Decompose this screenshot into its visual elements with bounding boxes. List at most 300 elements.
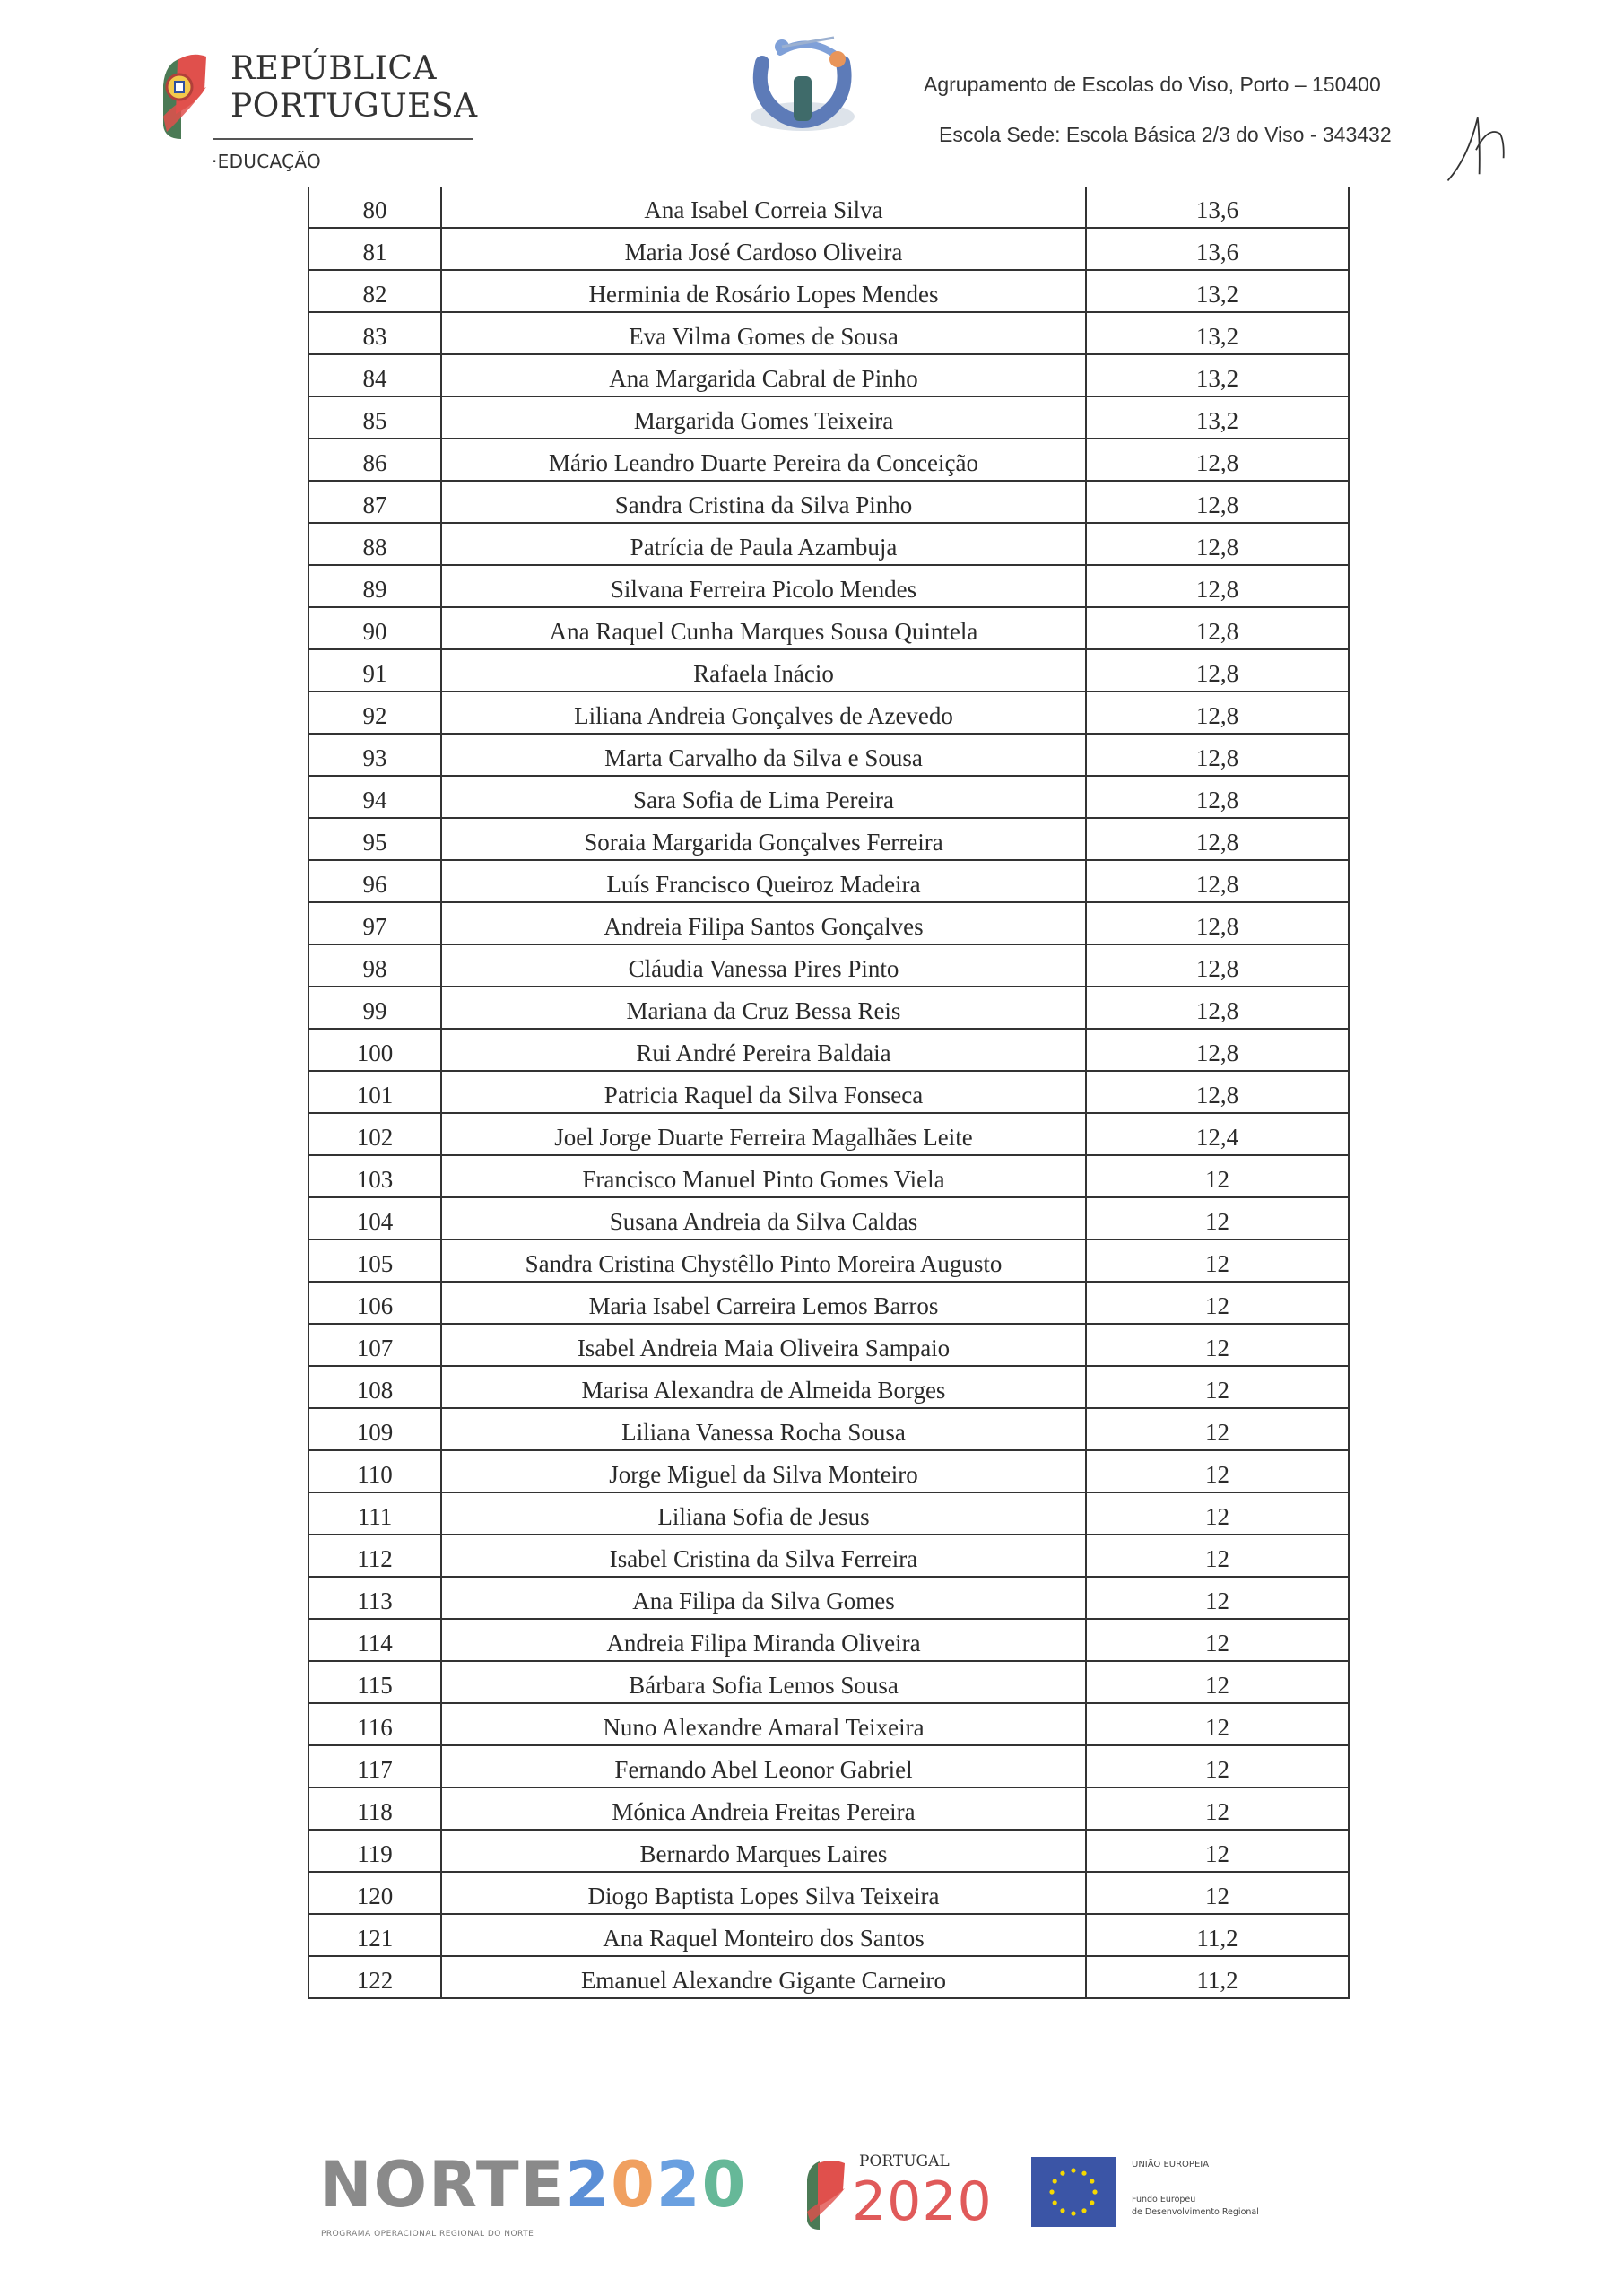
table-row xyxy=(308,271,1350,313)
row-number-text: 110 xyxy=(357,1460,393,1488)
candidate-score-text: 12 xyxy=(1205,1334,1229,1361)
table-row xyxy=(308,861,1350,903)
table-row xyxy=(308,819,1350,861)
candidate-name xyxy=(440,945,1085,986)
candidate-score-text: 11,2 xyxy=(1196,1966,1238,1994)
candidate-name xyxy=(440,1788,1085,1829)
row-number-text: 108 xyxy=(356,1376,394,1404)
candidate-score xyxy=(1085,313,1350,353)
eu-star-icon xyxy=(1092,2189,1097,2194)
candidate-name xyxy=(440,987,1085,1028)
row-number-text: 107 xyxy=(356,1334,394,1361)
candidate-score xyxy=(1085,482,1350,522)
candidate-name-text: Rui André Pereira Baldaia xyxy=(636,1039,891,1066)
candidate-name-text: Maria Isabel Carreira Lemos Barros xyxy=(588,1292,939,1319)
row-number-text: 94 xyxy=(362,786,387,813)
row-number-text: 106 xyxy=(356,1292,394,1319)
row-number xyxy=(308,1915,440,1955)
row-number xyxy=(308,566,440,606)
table-row xyxy=(308,1030,1350,1072)
candidate-name xyxy=(440,1662,1085,1702)
table-row xyxy=(308,1873,1350,1915)
candidate-score xyxy=(1085,1704,1350,1744)
candidate-score-text: 12 xyxy=(1205,1882,1229,1909)
row-number xyxy=(308,439,440,480)
row-number xyxy=(308,1493,440,1534)
row-number-text: 102 xyxy=(356,1123,394,1151)
candidate-name xyxy=(440,355,1085,396)
candidate-score-text: 13,2 xyxy=(1195,406,1239,434)
candidate-score xyxy=(1085,735,1350,775)
row-number xyxy=(308,313,440,353)
row-number-text: 104 xyxy=(356,1207,394,1235)
candidate-name-text: Luís Francisco Queiroz Madeira xyxy=(606,870,921,898)
table-row xyxy=(308,1957,1350,1999)
row-number-text: 117 xyxy=(357,1755,393,1783)
norte-word: NORTE xyxy=(319,2148,566,2222)
row-number-text: 109 xyxy=(356,1418,394,1446)
candidate-name xyxy=(440,1746,1085,1787)
row-number xyxy=(308,355,440,396)
row-number-text: 85 xyxy=(362,406,387,434)
candidate-name xyxy=(440,187,1085,227)
candidate-score-text: 12 xyxy=(1205,1292,1229,1319)
row-number-text: 92 xyxy=(362,701,387,729)
eu-star-icon xyxy=(1053,2200,1057,2205)
candidate-name-text: Bárbara Sofia Lemos Sousa xyxy=(629,1671,899,1699)
candidate-score-text: 12 xyxy=(1205,1207,1229,1235)
candidate-name xyxy=(440,1156,1085,1196)
candidate-score xyxy=(1085,439,1350,480)
row-number xyxy=(308,397,440,438)
candidate-name-text: Bernardo Marques Laires xyxy=(639,1839,888,1867)
table-row xyxy=(308,1240,1350,1283)
table-row xyxy=(308,524,1350,566)
candidate-name-text: Sandra Cristina Chystêllo Pinto Moreira Augusto xyxy=(525,1249,1003,1277)
row-number-text: 115 xyxy=(357,1671,393,1699)
table-row xyxy=(308,1788,1350,1831)
row-number-text: 82 xyxy=(362,280,387,308)
candidate-name xyxy=(440,819,1085,859)
candidate-score-text: 12,8 xyxy=(1195,996,1239,1024)
row-number-text: 112 xyxy=(357,1544,393,1572)
candidate-name xyxy=(440,1957,1085,1997)
candidate-name xyxy=(440,903,1085,944)
candidate-score xyxy=(1085,819,1350,859)
ranking-table xyxy=(308,187,1350,1999)
row-number xyxy=(308,1662,440,1702)
candidate-score-text: 12 xyxy=(1205,1502,1229,1530)
candidate-score xyxy=(1085,1873,1350,1913)
candidate-name-text: Andreia Filipa Santos Gonçalves xyxy=(604,912,924,940)
row-number-text: 101 xyxy=(356,1081,394,1109)
row-number-text: 80 xyxy=(362,196,387,223)
row-number xyxy=(308,229,440,269)
handwritten-initial-signature xyxy=(1444,108,1524,188)
table-row xyxy=(308,1831,1350,1873)
candidate-name xyxy=(440,482,1085,522)
candidate-score-text: 13,2 xyxy=(1195,322,1239,350)
table-row xyxy=(308,1156,1350,1198)
candidate-score-text: 13,2 xyxy=(1195,280,1239,308)
candidate-score-text: 13,6 xyxy=(1195,196,1239,223)
candidate-score xyxy=(1085,1535,1350,1576)
row-number-text: 84 xyxy=(362,364,387,392)
candidate-name-text: Silvana Ferreira Picolo Mendes xyxy=(610,575,917,603)
row-number-text: 114 xyxy=(357,1629,393,1657)
row-number xyxy=(308,903,440,944)
candidate-score-text: 12,4 xyxy=(1195,1123,1239,1151)
row-number xyxy=(308,1367,440,1407)
row-number-text: 113 xyxy=(357,1587,393,1614)
row-number xyxy=(308,271,440,311)
candidate-score xyxy=(1085,1493,1350,1534)
eu-fund-line1: Fundo Europeu xyxy=(1132,2195,1196,2205)
eu-flag-icon xyxy=(1031,2157,1116,2227)
candidate-name-text: Andreia Filipa Miranda Oliveira xyxy=(606,1629,921,1657)
portugal2020-label: PORTUGAL xyxy=(859,2152,950,2170)
candidate-name xyxy=(440,271,1085,311)
candidate-score xyxy=(1085,1451,1350,1492)
portugal2020-year: 2020 xyxy=(852,2170,993,2233)
candidate-score xyxy=(1085,987,1350,1028)
candidate-score xyxy=(1085,608,1350,648)
row-number xyxy=(308,1746,440,1787)
candidate-name-text: Maria José Cardoso Oliveira xyxy=(624,238,903,265)
table-row xyxy=(308,1114,1350,1156)
candidate-name-text: Patricia Raquel da Silva Fonseca xyxy=(604,1081,924,1109)
candidate-score-text: 12 xyxy=(1205,1460,1229,1488)
candidate-name-text: Marisa Alexandra de Almeida Borges xyxy=(581,1376,946,1404)
school-group-name: Agrupamento de Escolas do Viso, Porto – 150400 xyxy=(924,73,1381,96)
table-row xyxy=(308,692,1350,735)
candidate-score-text: 12,8 xyxy=(1195,1039,1239,1066)
candidate-name-text: Ana Raquel Monteiro dos Santos xyxy=(603,1924,925,1952)
row-number-text: 87 xyxy=(362,491,387,518)
norte-digit: 0 xyxy=(611,2148,656,2222)
candidate-name xyxy=(440,861,1085,901)
row-number-text: 96 xyxy=(362,870,387,898)
table-row xyxy=(308,650,1350,692)
candidate-name xyxy=(440,1704,1085,1744)
norte-digit: 2 xyxy=(565,2148,612,2222)
eu-fund-line2: de Desenvolvimento Regional xyxy=(1132,2207,1259,2217)
candidate-score xyxy=(1085,566,1350,606)
row-number-text: 121 xyxy=(356,1924,394,1952)
eu-star-icon xyxy=(1071,2211,1075,2215)
candidate-score-text: 12 xyxy=(1205,1587,1229,1614)
table-row xyxy=(308,187,1350,229)
candidate-name-text: Ana Isabel Correia Silva xyxy=(644,196,883,223)
eu-star-icon xyxy=(1049,2189,1054,2194)
candidate-score xyxy=(1085,1578,1350,1618)
candidate-score-text: 12,8 xyxy=(1195,617,1239,645)
row-number-text: 97 xyxy=(362,912,387,940)
candidate-score-text: 12 xyxy=(1205,1165,1229,1193)
candidate-score-text: 12 xyxy=(1205,1671,1229,1699)
candidate-name xyxy=(440,1325,1085,1365)
row-number xyxy=(308,945,440,986)
candidate-score xyxy=(1085,692,1350,733)
candidate-name-text: Herminia de Rosário Lopes Mendes xyxy=(588,280,939,308)
candidate-name xyxy=(440,1873,1085,1913)
eu-stars xyxy=(1031,2157,1116,2227)
candidate-score xyxy=(1085,1325,1350,1365)
row-number xyxy=(308,187,440,227)
candidate-score-text: 13,6 xyxy=(1195,238,1239,265)
eu-star-icon xyxy=(1090,2179,1094,2183)
row-number-text: 118 xyxy=(357,1797,393,1825)
candidate-name xyxy=(440,692,1085,733)
candidate-score-text: 12,8 xyxy=(1195,701,1239,729)
table-row xyxy=(308,1072,1350,1114)
candidate-name-text: Sandra Cristina da Silva Pinho xyxy=(614,491,913,518)
row-number-text: 120 xyxy=(356,1882,394,1909)
table-row xyxy=(308,1367,1350,1409)
row-number-text: 99 xyxy=(362,996,387,1024)
candidate-score xyxy=(1085,1072,1350,1112)
candidate-score xyxy=(1085,229,1350,269)
candidate-name-text: Nuno Alexandre Amaral Teixeira xyxy=(603,1713,925,1741)
candidate-score-text: 12 xyxy=(1205,1629,1229,1657)
table-row xyxy=(308,1493,1350,1535)
candidate-name xyxy=(440,229,1085,269)
row-number xyxy=(308,1114,440,1154)
row-number-text: 100 xyxy=(356,1039,394,1066)
row-number xyxy=(308,524,440,564)
candidate-name-text: Fernando Abel Leonor Gabriel xyxy=(614,1755,913,1783)
candidate-score xyxy=(1085,1788,1350,1829)
candidate-name xyxy=(440,1240,1085,1281)
candidate-name xyxy=(440,1493,1085,1534)
candidate-score-text: 13,2 xyxy=(1195,364,1239,392)
eu-star-icon xyxy=(1060,2208,1064,2213)
candidate-name-text: Mónica Andreia Freitas Pereira xyxy=(612,1797,916,1825)
table-row xyxy=(308,1620,1350,1662)
table-row xyxy=(308,1746,1350,1788)
candidate-score-text: 12,8 xyxy=(1195,954,1239,982)
candidate-name xyxy=(440,524,1085,564)
table-row xyxy=(308,735,1350,777)
candidate-name xyxy=(440,1030,1085,1070)
table-row xyxy=(308,1662,1350,1704)
row-number xyxy=(308,861,440,901)
candidate-name-text: Marta Carvalho da Silva e Sousa xyxy=(604,744,923,771)
candidate-name-text: Patrícia de Paula Azambuja xyxy=(630,533,898,561)
school-logo-icon xyxy=(744,27,861,144)
candidate-name xyxy=(440,1578,1085,1618)
candidate-name xyxy=(440,735,1085,775)
candidate-name xyxy=(440,777,1085,817)
eu-star-icon xyxy=(1060,2171,1064,2176)
candidate-score xyxy=(1085,1283,1350,1323)
table-row xyxy=(308,903,1350,945)
row-number xyxy=(308,1535,440,1576)
candidate-score-text: 12,8 xyxy=(1195,912,1239,940)
candidate-score-text: 12 xyxy=(1205,1249,1229,1277)
candidate-name-text: Liliana Vanessa Rocha Sousa xyxy=(621,1418,906,1446)
candidate-name-text: Rafaela Inácio xyxy=(693,659,834,687)
table-row xyxy=(308,355,1350,397)
candidate-name-text: Eva Vilma Gomes de Sousa xyxy=(629,322,899,350)
table-row xyxy=(308,229,1350,271)
row-number xyxy=(308,735,440,775)
candidate-score-text: 12 xyxy=(1205,1797,1229,1825)
row-number-text: 83 xyxy=(362,322,387,350)
norte-subtitle: PROGRAMA OPERACIONAL REGIONAL DO NORTE xyxy=(321,2230,534,2239)
candidate-score xyxy=(1085,1662,1350,1702)
candidate-score-text: 12,8 xyxy=(1195,575,1239,603)
candidate-name xyxy=(440,1409,1085,1449)
row-number xyxy=(308,482,440,522)
candidate-score-text: 12 xyxy=(1205,1544,1229,1572)
row-number-text: 105 xyxy=(356,1249,394,1277)
table-row xyxy=(308,1198,1350,1240)
candidate-name-text: Margarida Gomes Teixeira xyxy=(633,406,894,434)
row-number-text: 116 xyxy=(357,1713,393,1741)
candidate-score-text: 12,8 xyxy=(1195,1081,1239,1109)
row-number xyxy=(308,1156,440,1196)
row-number xyxy=(308,608,440,648)
row-number-text: 89 xyxy=(362,575,387,603)
candidate-score xyxy=(1085,1409,1350,1449)
candidate-score-text: 12 xyxy=(1205,1418,1229,1446)
candidate-score xyxy=(1085,861,1350,901)
republica-portuguesa-wordmark xyxy=(230,50,478,126)
candidate-score-text: 12 xyxy=(1205,1713,1229,1741)
eu-star-icon xyxy=(1090,2200,1094,2205)
row-number xyxy=(308,1198,440,1239)
candidate-name-text: Ana Raquel Cunha Marques Sousa Quintela xyxy=(549,617,978,645)
candidate-name xyxy=(440,1367,1085,1407)
candidate-name-text: Diogo Baptista Lopes Silva Teixeira xyxy=(587,1882,940,1909)
candidate-name-text: Liliana Andreia Gonçalves de Azevedo xyxy=(574,701,953,729)
row-number-text: 93 xyxy=(362,744,387,771)
candidate-name-text: Jorge Miguel da Silva Monteiro xyxy=(609,1460,918,1488)
candidate-name-text: Susana Andreia da Silva Caldas xyxy=(609,1207,918,1235)
row-number xyxy=(308,692,440,733)
candidate-name-text: Isabel Andreia Maia Oliveira Sampaio xyxy=(577,1334,951,1361)
row-number-text: 90 xyxy=(362,617,387,645)
table-row xyxy=(308,608,1350,650)
candidate-name xyxy=(440,650,1085,691)
row-number-text: 95 xyxy=(362,828,387,856)
row-number xyxy=(308,1578,440,1618)
row-number xyxy=(308,819,440,859)
candidate-score-text: 12,8 xyxy=(1195,533,1239,561)
candidate-name xyxy=(440,1114,1085,1154)
row-number xyxy=(308,1704,440,1744)
row-number xyxy=(308,777,440,817)
candidate-score-text: 12,8 xyxy=(1195,870,1239,898)
row-number-text: 111 xyxy=(357,1502,393,1530)
candidate-name xyxy=(440,608,1085,648)
row-number xyxy=(308,1072,440,1112)
row-number-text: 81 xyxy=(362,238,387,265)
row-number xyxy=(308,1620,440,1660)
table-row xyxy=(308,1535,1350,1578)
candidate-name xyxy=(440,1451,1085,1492)
candidate-score-text: 12,8 xyxy=(1195,744,1239,771)
candidate-name xyxy=(440,566,1085,606)
eu-star-icon xyxy=(1081,2208,1086,2213)
row-number xyxy=(308,1030,440,1070)
candidate-name-text: Cláudia Vanessa Pires Pinto xyxy=(628,954,899,982)
gov-logo-line1: REPÚBLICA xyxy=(230,50,437,87)
table-row xyxy=(308,1409,1350,1451)
eu-star-icon xyxy=(1071,2168,1075,2172)
candidate-score xyxy=(1085,1367,1350,1407)
row-number-text: 86 xyxy=(362,448,387,476)
row-number-text: 88 xyxy=(362,533,387,561)
candidate-score xyxy=(1085,1915,1350,1955)
row-number xyxy=(308,987,440,1028)
candidate-score xyxy=(1085,777,1350,817)
table-row xyxy=(308,945,1350,987)
row-number xyxy=(308,1873,440,1913)
candidate-score-text: 12 xyxy=(1205,1755,1229,1783)
row-number-text: 103 xyxy=(356,1165,394,1193)
republica-portuguesa-emblem xyxy=(156,49,210,144)
ministry-label: ·EDUCAÇÃO xyxy=(212,151,322,172)
candidate-name-text: Liliana Sofia de Jesus xyxy=(657,1502,870,1530)
table-row xyxy=(308,987,1350,1030)
candidate-score xyxy=(1085,1957,1350,1997)
candidate-name xyxy=(440,313,1085,353)
candidate-name-text: Mariana da Cruz Bessa Reis xyxy=(626,996,901,1024)
candidate-name-text: Mário Leandro Duarte Pereira da Conceição xyxy=(548,448,979,476)
candidate-name xyxy=(440,1831,1085,1871)
candidate-score xyxy=(1085,355,1350,396)
candidate-score-text: 12,8 xyxy=(1195,448,1239,476)
table-row xyxy=(308,1325,1350,1367)
table-row xyxy=(308,566,1350,608)
candidate-score xyxy=(1085,1831,1350,1871)
candidate-name-text: Ana Filipa da Silva Gomes xyxy=(632,1587,895,1614)
eu-star-icon xyxy=(1053,2179,1057,2183)
eu-fund-name xyxy=(1132,2194,1259,2219)
candidate-name xyxy=(440,1620,1085,1660)
candidate-name xyxy=(440,1283,1085,1323)
candidate-score xyxy=(1085,650,1350,691)
norte-digit: 2 xyxy=(656,2148,702,2222)
row-number xyxy=(308,650,440,691)
table-row xyxy=(308,439,1350,482)
candidate-name xyxy=(440,397,1085,438)
candidate-score xyxy=(1085,1746,1350,1787)
row-number xyxy=(308,1283,440,1323)
row-number-text: 119 xyxy=(357,1839,393,1867)
candidate-score xyxy=(1085,524,1350,564)
row-number xyxy=(308,1957,440,1997)
school-seat-name: Escola Sede: Escola Básica 2/3 do Viso - 343432 xyxy=(939,123,1392,146)
candidate-name xyxy=(440,1072,1085,1112)
eu-star-icon xyxy=(1081,2171,1086,2176)
candidate-name-text: Ana Margarida Cabral de Pinho xyxy=(609,364,918,392)
table-row xyxy=(308,1578,1350,1620)
candidate-name xyxy=(440,1915,1085,1955)
row-number xyxy=(308,1451,440,1492)
gov-logo-line2: PORTUGUESA xyxy=(230,88,478,125)
row-number-text: 98 xyxy=(362,954,387,982)
candidate-name-text: Isabel Cristina da Silva Ferreira xyxy=(609,1544,918,1572)
candidate-name-text: Joel Jorge Duarte Ferreira Magalhães Leite xyxy=(554,1123,973,1151)
table-row xyxy=(308,1915,1350,1957)
table-row xyxy=(308,313,1350,355)
candidate-name-text: Soraia Margarida Gonçalves Ferreira xyxy=(584,828,943,856)
row-number xyxy=(308,1240,440,1281)
candidate-score-text: 12,8 xyxy=(1195,828,1239,856)
